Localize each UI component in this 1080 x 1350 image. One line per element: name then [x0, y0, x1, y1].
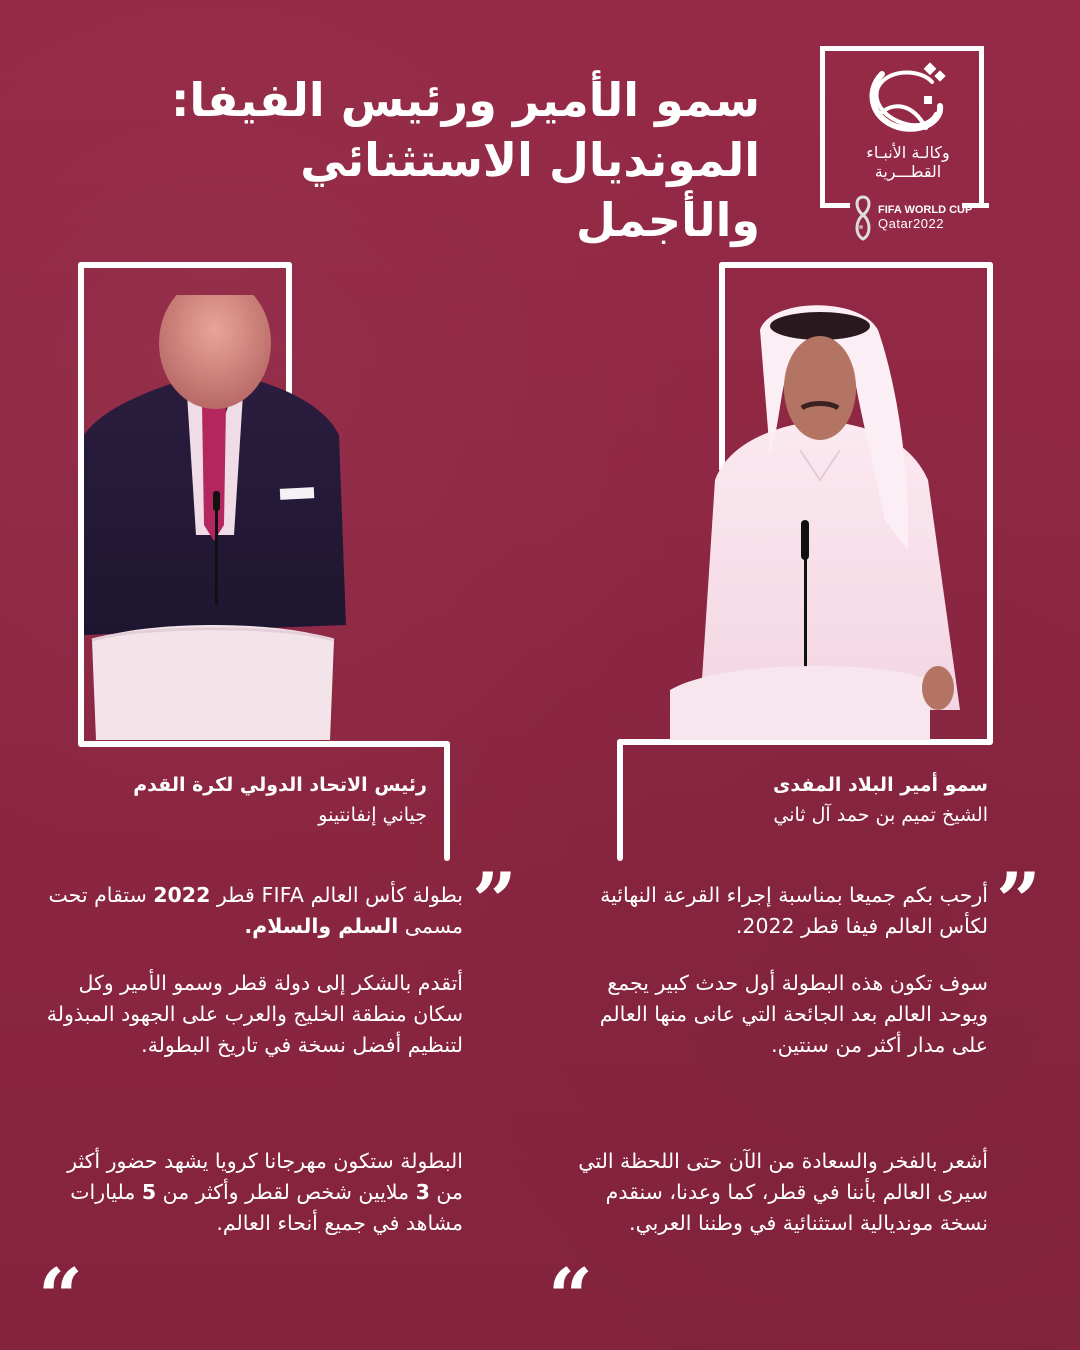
emir-quote-3: أشعر بالفخر والسعادة من الآن حتى اللحظة التي سيرى العالم بأننا في قطر، كما وعدنا، سنقدم نسخة مونديالية استثنائية في وطننا العربي. [578, 1149, 988, 1235]
speaker-role: سمو أمير البلاد المفدى [772, 774, 988, 796]
headline-line-2: المونديال الاستثنائي والأجمل [300, 133, 760, 247]
qna-logo-text: وكالـة الأنبـاء القطـــرية [866, 143, 950, 181]
photo-fifa-president [84, 295, 346, 740]
emir-quote-2: سوف تكون هذه البطولة أول حدث كبير يجمع ويوحد العالم بعد الجائحة التي عانى منها العالم على مدار أكثر من سنتين. [599, 971, 988, 1057]
photo-emir [660, 290, 990, 740]
fifa-quote-3: البطولة ستكون مهرجانا كرويا يشهد حضور أكثر من 3 ملايين شخص لقطر وأكثر من 5 مليارات مشاهد في جميع أنحاء العالم. [67, 1149, 463, 1235]
emir-quote-1: أرحب بكم جميعا بمناسبة إجراء القرعة النهائية لكأس العالم فيفا قطر 2022. [600, 883, 988, 938]
fifa-world-cup-wordmark: FIFA WORLD CUP Qatar2022 [878, 204, 973, 231]
logo-frame-edge [820, 203, 850, 208]
world-cup-emblem-icon [853, 195, 873, 241]
caption-emir [568, 770, 988, 830]
headline-line-1: سمو الأمير ورئيس الفيفا: [171, 73, 760, 127]
speaker-name: الشيخ تميم بن حمد آل ثاني [773, 804, 988, 826]
fifa-quote-2: أتقدم بالشكر إلى دولة قطر وسمو الأمير وكل سكان منطقة الخليج والعرب على الجهود المبذولة لتنظيم أفضل نسخة في تاريخ البطولة. [46, 971, 463, 1057]
speaker-name: جياني إنفانتينو [318, 804, 427, 826]
quote-mark-icon: ” [472, 856, 517, 947]
caption-fifa-president [7, 770, 427, 830]
qna-orbit-logo-icon [862, 62, 952, 142]
photo-frame-top [719, 262, 993, 268]
quote-mark-icon: “ [38, 1252, 83, 1343]
quote-mark-icon: “ [548, 1252, 593, 1343]
headline [160, 70, 760, 250]
quote-mark-icon: ” [996, 856, 1041, 947]
fifa-quote-1: بطولة كأس العالم FIFA قطر 2022 ستقام تحت مسمى السلم والسلام. [48, 883, 463, 938]
photo-frame-top [78, 262, 292, 268]
speaker-role: رئيس الاتحاد الدولي لكرة القدم [133, 774, 427, 796]
photo-frame-tail [444, 741, 450, 861]
photo-frame-bottom [78, 741, 450, 747]
